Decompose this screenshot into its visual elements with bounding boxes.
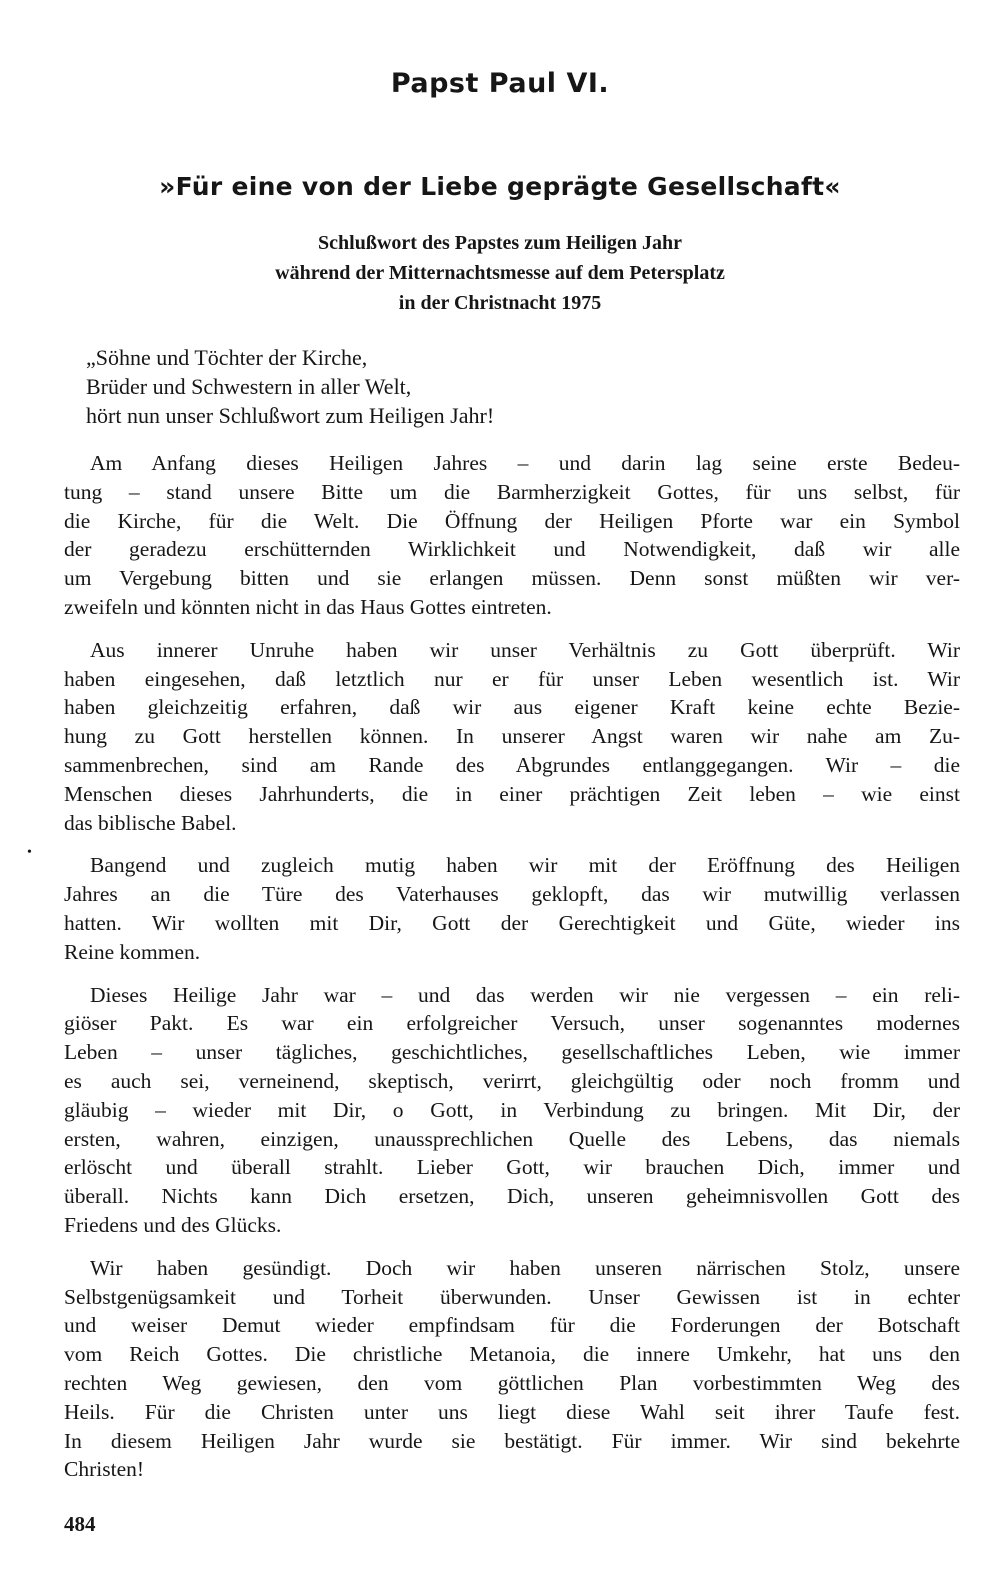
text-line: Heils. Für die Christen unter uns liegt diese Wahl seit ihrer Taufe fest. [64, 1399, 960, 1424]
text-line: giöser Pakt. Es war ein erfolgreicher Versuch, unser sogenanntes modernes [64, 1011, 960, 1036]
text-line: Menschen dieses Jahrhunderts, die in einer prächtigen Zeit leben – wie einst [64, 781, 960, 806]
margin-mark: • [27, 845, 32, 860]
text-line: tung – stand unsere Bitte um die Barmherzigkeit Gottes, für uns selbst, für [64, 479, 960, 504]
text-line: die Kirche, für die Welt. Die Öffnung der Heiligen Pforte war ein Symbol [64, 508, 960, 533]
paragraph [64, 636, 960, 838]
text-line: um Vergebung bitten und sie erlangen müssen. Denn sonst müßten wir ver- [64, 566, 960, 591]
text-line: vom Reich Gottes. Die christliche Metanoia, die innere Umkehr, hat uns den [64, 1342, 960, 1367]
text-line: In diesem Heiligen Jahr wurde sie bestätigt. Für immer. Wir sind bekehrte [64, 1428, 960, 1453]
paragraph [64, 851, 960, 966]
subtitle [0, 228, 1000, 318]
text-line: Christen! [64, 1457, 145, 1482]
author-heading: Papst Paul VI. [390, 68, 610, 99]
text-line: der geradezu erschütternden Wirklichkeit und Notwendigkeit, daß wir alle [64, 537, 960, 562]
text-line: Reine kommen. [64, 939, 201, 964]
text-line: Aus innerer Unruhe haben wir unser Verhältnis zu Gott überprüft. Wir [90, 637, 960, 662]
paragraph [64, 449, 960, 622]
text-line: überall. Nichts kann Dich ersetzen, Dich, unseren geheimnisvollen Gott des [64, 1184, 960, 1209]
text-line: Jahres an die Türe des Vaterhauses geklopft, das wir mutwillig verlassen [64, 882, 960, 907]
subtitle-line: während der Mitternachtsmesse auf dem Petersplatz [275, 262, 725, 284]
page-number: 484 [64, 1512, 96, 1536]
text-line: rechten Weg gewiesen, den vom göttlichen Plan vorbestimmten Weg des [64, 1370, 960, 1395]
text-line: Am Anfang dieses Heiligen Jahres – und darin lag seine erste Bedeu- [90, 451, 960, 475]
text-line: es auch sei, verneinend, skeptisch, verirrt, gleichgültig oder noch fromm und [64, 1068, 960, 1093]
text-line: erlöscht und überall strahlt. Lieber Gott, wir brauchen Dich, immer und [64, 1155, 960, 1180]
text-line: und weiser Demut wieder empfindsam für die Forderungen der Botschaft [64, 1313, 960, 1338]
body-text [64, 449, 960, 1498]
text-line: Bangend und zugleich mutig haben wir mit der Eröffnung des Heiligen [90, 853, 960, 878]
text-line: das biblische Babel. [64, 810, 237, 835]
text-line: sammenbrechen, sind am Rande des Abgrundes entlanggegangen. Wir – die [64, 752, 960, 777]
text-line: haben gleichzeitig erfahren, daß wir aus eigener Kraft keine echte Bezie- [64, 695, 960, 720]
salutation [86, 343, 494, 430]
text-line: hatten. Wir wollten mit Dir, Gott der Gerechtigkeit und Güte, wieder ins [64, 910, 960, 935]
text-line: ersten, wahren, einzigen, unaussprechlichen Quelle des Lebens, das niemals [64, 1126, 960, 1151]
text-line: Selbstgenügsamkeit und Torheit überwunden. Unser Gewissen ist in echter [64, 1284, 960, 1309]
text-line: haben eingesehen, daß letztlich nur er für unser Leben wesentlich ist. Wir [64, 666, 960, 691]
text-line: Leben – unser tägliches, geschichtliches, gesellschaftliches Leben, wie immer [64, 1040, 960, 1065]
salutation-line: hört nun unser Schlußwort zum Heiligen Jahr! [86, 403, 495, 428]
text-line: zweifeln und könnten nicht in das Haus Gottes eintreten. [64, 594, 552, 619]
document-title: »Für eine von der Liebe geprägte Gesellschaft« [159, 172, 841, 201]
text-line: Wir haben gesündigt. Doch wir haben unseren närrischen Stolz, unsere [90, 1255, 960, 1280]
subtitle-line: in der Christnacht 1975 [398, 292, 602, 314]
text-line: gläubig – wieder mit Dir, o Gott, in Verbindung zu bringen. Mit Dir, der [64, 1097, 960, 1122]
text-line: Friedens und des Glücks. [64, 1212, 282, 1237]
text-line: Dieses Heilige Jahr war – und das werden wir nie vergessen – ein reli- [90, 982, 960, 1007]
salutation-line: Brüder und Schwestern in aller Welt, [86, 374, 412, 399]
text-line: hung zu Gott herstellen können. In unserer Angst waren wir nahe am Zu- [64, 724, 960, 749]
paragraph [64, 981, 960, 1240]
paragraph [64, 1254, 960, 1484]
subtitle-line: Schlußwort des Papstes zum Heiligen Jahr [318, 232, 682, 254]
salutation-line: „Söhne und Töchter der Kirche, [86, 345, 368, 370]
